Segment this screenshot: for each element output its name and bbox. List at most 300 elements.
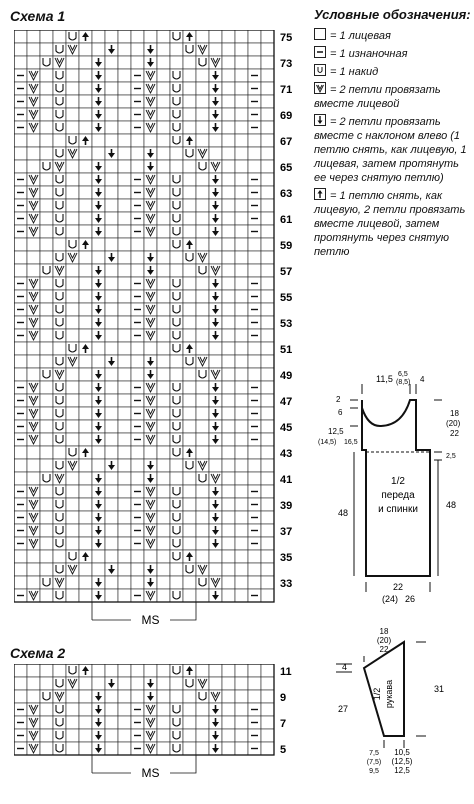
chart-cell [235, 30, 248, 43]
chart-cell [53, 30, 66, 43]
legend-text: = 2 петли провязать вместе лицевой [314, 84, 441, 110]
chart-cell [261, 368, 274, 381]
chart-cell [248, 368, 261, 381]
row-number: 61 [280, 214, 293, 226]
chart-cell [14, 550, 27, 563]
chart-cell [53, 677, 66, 690]
chart-cell [170, 316, 183, 329]
chart-cell [40, 381, 53, 394]
chart-cell [131, 664, 144, 677]
chart-cell [105, 716, 118, 729]
chart-cell [40, 459, 53, 472]
chart-cell [248, 134, 261, 147]
chart-cell [118, 355, 131, 368]
chart-cell [66, 303, 79, 316]
chart-cell [66, 199, 79, 212]
chart-cell [40, 95, 53, 108]
chart-cell [118, 134, 131, 147]
chart-cell [235, 69, 248, 82]
chart-cell [196, 716, 209, 729]
chart-cell [261, 277, 274, 290]
chart-cell [79, 277, 92, 290]
chart-cell [92, 446, 105, 459]
chart-cell [131, 56, 144, 69]
chart-cell [53, 589, 66, 602]
chart-cell [66, 511, 79, 524]
chart-cell [79, 56, 92, 69]
chart-cell [157, 420, 170, 433]
chart-cell [248, 576, 261, 589]
chart-cell [66, 729, 79, 742]
chart-cell [27, 690, 40, 703]
chart-cell [196, 394, 209, 407]
body-dim-right1: 18 [450, 409, 459, 418]
row-number: 51 [280, 344, 293, 356]
chart-cell [14, 56, 27, 69]
chart-cell [183, 303, 196, 316]
chart-cell [92, 342, 105, 355]
chart-cell [105, 225, 118, 238]
chart-cell [66, 589, 79, 602]
ssk-symbol-icon [314, 114, 326, 126]
chart-cell [209, 147, 222, 160]
chart-cell [261, 290, 274, 303]
chart-cell [157, 342, 170, 355]
chart-cell [261, 69, 274, 82]
chart-cell [183, 277, 196, 290]
chart-cell [170, 199, 183, 212]
chart-cell [53, 277, 66, 290]
chart-cell [118, 56, 131, 69]
chart-cell [261, 677, 274, 690]
chart-cell [196, 511, 209, 524]
chart-cell [183, 576, 196, 589]
chart-cell [235, 121, 248, 134]
chart-cell [66, 485, 79, 498]
chart-cell [157, 589, 170, 602]
chart-cell [157, 703, 170, 716]
chart-cell [235, 729, 248, 742]
chart-cell [53, 355, 66, 368]
chart-cell [170, 212, 183, 225]
chart-cell [222, 264, 235, 277]
chart-cell [222, 368, 235, 381]
chart-cell [183, 43, 196, 56]
chart-cell [222, 147, 235, 160]
chart-cell [92, 43, 105, 56]
chart-cell [222, 459, 235, 472]
body-dim-bottom1: 22 [392, 582, 404, 592]
chart-cell [261, 716, 274, 729]
chart-cell [261, 147, 274, 160]
chart-cell [105, 134, 118, 147]
chart-cell [53, 43, 66, 56]
chart-cell [196, 576, 209, 589]
chart-cell [105, 407, 118, 420]
chart-cell [248, 446, 261, 459]
chart-cell [131, 238, 144, 251]
chart-cell [27, 368, 40, 381]
sleeve-dim-top1: 18 [379, 627, 389, 636]
chart-cell [261, 511, 274, 524]
chart-cell [66, 472, 79, 485]
chart-cell [79, 368, 92, 381]
chart-cell [79, 394, 92, 407]
chart-cell [235, 95, 248, 108]
chart-cell [261, 446, 274, 459]
chart-cell [157, 30, 170, 43]
chart-cell [118, 524, 131, 537]
chart-cell [14, 134, 27, 147]
chart-cell [183, 264, 196, 277]
chart-cell [66, 524, 79, 537]
chart-cell [66, 212, 79, 225]
chart-cell [53, 537, 66, 550]
chart-cell [14, 43, 27, 56]
chart-cell [118, 108, 131, 121]
sleeve-dim-bl3: 9,5 [369, 768, 379, 775]
chart-cell [248, 43, 261, 56]
chart-cell [79, 742, 92, 755]
chart-cell [79, 173, 92, 186]
chart-cell [222, 589, 235, 602]
chart-grid [14, 30, 274, 602]
chart-cell [170, 43, 183, 56]
sleeve-dim-top3: 22 [379, 645, 389, 654]
chart-cell [235, 147, 248, 160]
row-number: 57 [280, 266, 293, 278]
chart-cell [157, 576, 170, 589]
chart-cell [157, 290, 170, 303]
chart-cell [131, 355, 144, 368]
chart-cell [118, 82, 131, 95]
row-number: 67 [280, 136, 293, 148]
chart-cell [40, 290, 53, 303]
chart-cell [157, 186, 170, 199]
chart-cell [53, 147, 66, 160]
chart-cell [118, 199, 131, 212]
chart-cell [157, 147, 170, 160]
chart-cell [40, 238, 53, 251]
chart-cell [118, 550, 131, 563]
chart-cell [196, 316, 209, 329]
chart-cell [170, 690, 183, 703]
chart-cell [53, 108, 66, 121]
chart-cell [183, 690, 196, 703]
chart-cell [144, 134, 157, 147]
chart-cell [183, 420, 196, 433]
sleeve-dim-br3: 12,5 [394, 766, 410, 775]
chart-cell [222, 563, 235, 576]
chart-cell [79, 82, 92, 95]
chart-cell [118, 690, 131, 703]
chart-cell [222, 394, 235, 407]
chart-cell [170, 82, 183, 95]
chart-cell [27, 30, 40, 43]
chart-cell [105, 290, 118, 303]
chart-cell [53, 729, 66, 742]
chart-cell [118, 433, 131, 446]
row-number: 45 [280, 422, 293, 434]
chart-cell [248, 342, 261, 355]
chart-cell [261, 199, 274, 212]
chart-cell [183, 95, 196, 108]
chart-cell [14, 576, 27, 589]
chart-cell [261, 160, 274, 173]
chart-cell [235, 664, 248, 677]
chart-cell [105, 742, 118, 755]
chart-cell [222, 316, 235, 329]
chart-cell [40, 69, 53, 82]
chart-cell [40, 277, 53, 290]
chart-cell [157, 199, 170, 212]
chart-cell [235, 316, 248, 329]
chart-cell [53, 703, 66, 716]
sleeve-label-1: 1/2 [372, 687, 382, 701]
chart-cell [157, 381, 170, 394]
chart-cell [170, 264, 183, 277]
chart-cell [222, 108, 235, 121]
chart-cell [40, 576, 53, 589]
chart-cell [79, 290, 92, 303]
chart-cell [261, 303, 274, 316]
chart-cell [261, 121, 274, 134]
chart-cell [40, 251, 53, 264]
chart-cell [53, 173, 66, 186]
body-dim-neck-depth-top: 2 [336, 395, 341, 404]
chart-cell [170, 472, 183, 485]
chart-cell [157, 550, 170, 563]
chart-cell [27, 472, 40, 485]
chart-cell [261, 563, 274, 576]
chart-cell [118, 121, 131, 134]
chart-cell [118, 342, 131, 355]
chart-cell [105, 589, 118, 602]
chart-cell [118, 703, 131, 716]
chart-cell [157, 212, 170, 225]
chart-cell [248, 550, 261, 563]
chart-cell [66, 277, 79, 290]
chart-cell [92, 459, 105, 472]
chart-cell [222, 95, 235, 108]
chart-cell [131, 563, 144, 576]
chart-cell [248, 160, 261, 173]
chart-cell [79, 498, 92, 511]
chart-cell [196, 186, 209, 199]
chart-cell [92, 134, 105, 147]
chart-cell [118, 277, 131, 290]
chart-cell [105, 664, 118, 677]
body-dim-neck: 6,5 [398, 371, 408, 378]
chart-cell [222, 277, 235, 290]
chart-cell [261, 95, 274, 108]
chart-cell [27, 56, 40, 69]
chart-cell [79, 677, 92, 690]
chart-cell [79, 108, 92, 121]
chart-cell [261, 342, 274, 355]
row-number: 59 [280, 240, 293, 252]
chart-cell [53, 238, 66, 251]
chart-cell [118, 290, 131, 303]
chart-cell [196, 121, 209, 134]
chart-cell [118, 742, 131, 755]
chart-cell [79, 459, 92, 472]
chart-cell [40, 589, 53, 602]
row-number: 41 [280, 474, 293, 486]
chart-cell [53, 329, 66, 342]
chart-cell [27, 342, 40, 355]
chart-cell [183, 355, 196, 368]
body-dim-right2: (20) [446, 419, 461, 428]
chart-cell [144, 446, 157, 459]
chart-cell [261, 316, 274, 329]
chart-cell [261, 524, 274, 537]
chart-cell [235, 524, 248, 537]
chart-cell [40, 664, 53, 677]
chart-cell [79, 420, 92, 433]
chart-cell [209, 238, 222, 251]
chart-cell [196, 30, 209, 43]
chart-cell [66, 664, 79, 677]
chart-cell [170, 160, 183, 173]
chart-cell [235, 277, 248, 290]
chart-cell [222, 407, 235, 420]
chart-cell [105, 69, 118, 82]
row-number: 71 [280, 84, 293, 96]
chart-cell [196, 420, 209, 433]
chart-cell [235, 550, 248, 563]
chart-cell [105, 729, 118, 742]
sleeve-dim-right: 31 [434, 684, 445, 694]
chart-cell [261, 537, 274, 550]
legend-text: = 1 накид [330, 66, 379, 78]
chart-cell [209, 355, 222, 368]
chart-cell [118, 459, 131, 472]
chart-cell [79, 511, 92, 524]
chart-cell [235, 264, 248, 277]
chart-cell [40, 82, 53, 95]
chart-cell [183, 381, 196, 394]
chart-cell [118, 225, 131, 238]
chart-cell [196, 433, 209, 446]
chart-cell [118, 147, 131, 160]
chart-cell [157, 485, 170, 498]
chart-cell [27, 576, 40, 589]
body-dim-armhole: 2,5 [446, 453, 456, 460]
chart-cell [261, 498, 274, 511]
chart-cell [170, 524, 183, 537]
chart-cell [170, 420, 183, 433]
chart-cell [183, 121, 196, 134]
sleeve-dim-br1: 10,5 [394, 748, 410, 757]
chart-cell [261, 82, 274, 95]
chart-cell [261, 433, 274, 446]
sleeve-dim-cap: 4 [342, 662, 348, 672]
chart-cell [131, 264, 144, 277]
body-dim-top-left: 11,5 [376, 374, 393, 384]
chart-cell [170, 108, 183, 121]
chart-cell [235, 251, 248, 264]
chart-cell [235, 290, 248, 303]
legend-title: Условные обозначения: [314, 7, 471, 22]
chart-cell [79, 381, 92, 394]
chart-cell [235, 160, 248, 173]
chart-cell [157, 677, 170, 690]
row-number: 7 [280, 718, 287, 730]
chart-cell [222, 121, 235, 134]
chart-cell [27, 134, 40, 147]
chart-cell [261, 173, 274, 186]
chart-cell [118, 394, 131, 407]
chart-cell [118, 381, 131, 394]
chart-cell [157, 238, 170, 251]
chart-cell [248, 56, 261, 69]
chart-cell [105, 95, 118, 108]
chart-cell [222, 485, 235, 498]
chart-cell [222, 716, 235, 729]
chart-cell [183, 160, 196, 173]
chart-cell [53, 742, 66, 755]
chart-cell [14, 690, 27, 703]
chart-cell [118, 316, 131, 329]
chart-cell [53, 459, 66, 472]
repeat-label: MS [141, 613, 160, 627]
body-dim-h2: (14,5) [318, 439, 337, 446]
chart-cell [235, 56, 248, 69]
chart-cell [40, 212, 53, 225]
chart-cell [53, 342, 66, 355]
chart-cell [261, 56, 274, 69]
chart-cell [131, 43, 144, 56]
chart-cell [27, 43, 40, 56]
chart-cell [196, 108, 209, 121]
chart-cell [79, 576, 92, 589]
chart-cell [14, 664, 27, 677]
chart-cell [196, 664, 209, 677]
sleeve-dim-bl1: 7,5 [369, 750, 379, 757]
chart-cell [222, 576, 235, 589]
chart-cell [27, 160, 40, 173]
chart-cell [40, 316, 53, 329]
chart-cell [92, 550, 105, 563]
chart-cell [157, 472, 170, 485]
chart-cell [235, 576, 248, 589]
chart-cell [235, 498, 248, 511]
body-dim-shoulder: 4 [420, 375, 425, 384]
chart-cell [261, 251, 274, 264]
chart-cell [118, 446, 131, 459]
chart-cell [66, 121, 79, 134]
chart-cell [105, 576, 118, 589]
chart-cell [157, 329, 170, 342]
chart-cell [92, 238, 105, 251]
chart-cell [196, 498, 209, 511]
chart-cell [92, 664, 105, 677]
chart-cell [14, 355, 27, 368]
chart-cell [157, 108, 170, 121]
chart-cell [157, 121, 170, 134]
chart-cell [222, 69, 235, 82]
chart-cell [222, 703, 235, 716]
chart-cell [235, 589, 248, 602]
chart-cell [183, 329, 196, 342]
chart-cell [157, 355, 170, 368]
chart-cell [261, 703, 274, 716]
chart-cell [105, 511, 118, 524]
chart-cell [105, 56, 118, 69]
chart-cell [170, 550, 183, 563]
chart-cell [170, 459, 183, 472]
